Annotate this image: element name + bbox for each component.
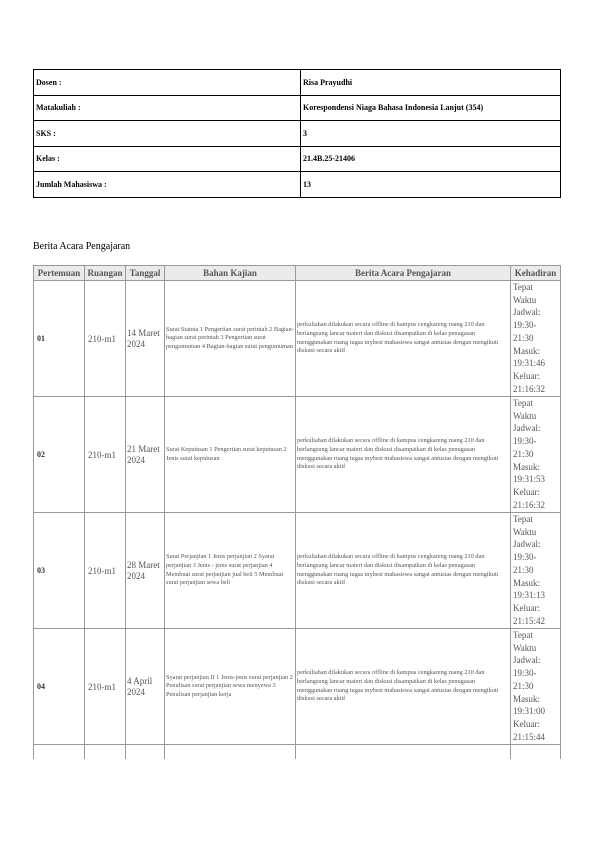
header-bahan-kajian: Bahan Kajian [165, 266, 296, 281]
kehadiran-line: 21:15:44 [513, 731, 546, 742]
kehadiran-line: Waktu [513, 294, 537, 305]
kehadiran-line: Tepat [513, 630, 533, 640]
kehadiran-line: Jadwal: [513, 423, 541, 434]
cell-berita-acara: perkuliahan dilakukan secara offline di kampus cengkareng ruang 210 dan berlangsung lancar materi dan diskusi disampaikan di kelas penugasan menggunakan ruang tugas mybest mahasiswa sangat antusias dengan mengikuti diskusi secara aktif [296, 281, 511, 397]
kehadiran-line: 19:31:13 [513, 590, 546, 601]
cell-ruangan: 210-m1 [85, 513, 126, 629]
cell-empty [511, 745, 561, 760]
cell-kehadiran [511, 397, 561, 513]
cell-tanggal: 4 April 2024 [126, 629, 165, 745]
cell-empty [126, 745, 165, 760]
course-info-table [33, 69, 561, 198]
kehadiran-line: 19:30- [513, 668, 537, 679]
info-value: Risa Prayudhi [301, 70, 561, 96]
cell-kehadiran [511, 281, 561, 397]
kehadiran-line: 21:30 [513, 680, 534, 691]
cell-empty [296, 745, 511, 760]
section-title: Berita Acara Pengajaran [33, 241, 131, 252]
cell-pertemuan: 03 [34, 513, 85, 629]
cell-bahan-kajian: Surat Perjanjian 1 Jenis perjanjian 2 Syarat perjanjian 3 Jenis - jenis surat perjanjian 4 Membuat surat perjanjian jual beli 5 Membuat surat perjanjian sewa beli [165, 513, 296, 629]
kehadiran-line: Keluar: [513, 370, 540, 381]
kehadiran-line: 19:31:53 [513, 474, 546, 485]
info-row-kelas [34, 146, 561, 172]
header-tanggal: Tanggal [126, 266, 165, 281]
cell-berita-acara: perkuliahan dilakukan secara offline di kampus cengkareng ruang 210 dan berlangsung lancar materi dan diskusi disampaikan di kelas penugasan menggunakan ruang tugas mybest mahasiswa sangat antusias dengan mengikuti diskusi secara aktif [296, 397, 511, 513]
table-row-continuation [34, 745, 561, 760]
kehadiran-line: Jadwal: [513, 655, 541, 666]
kehadiran-line: Jadwal: [513, 307, 541, 318]
cell-ruangan: 210-m1 [85, 397, 126, 513]
kehadiran-line: 21:16:32 [513, 383, 546, 394]
kehadiran-line: Tepat [513, 398, 533, 408]
kehadiran-line: Tepat [513, 514, 533, 524]
info-value: 13 [301, 172, 561, 198]
kehadiran-line: 19:30- [513, 320, 537, 331]
cell-kehadiran [511, 513, 561, 629]
table-row [34, 513, 561, 629]
kehadiran-line: Masuk: [513, 345, 540, 356]
kehadiran-line: 21:30 [513, 564, 534, 575]
kehadiran-line: Keluar: [513, 602, 540, 613]
header-pertemuan: Pertemuan [34, 266, 85, 281]
kehadiran-line: 21:16:32 [513, 499, 546, 510]
kehadiran-line: Masuk: [513, 461, 540, 472]
info-label: Matakuliah : [34, 95, 301, 121]
kehadiran-line: Waktu [513, 526, 537, 537]
cell-empty [85, 745, 126, 760]
info-value: 3 [301, 121, 561, 147]
info-row-jumlah-mahasiswa [34, 172, 561, 198]
kehadiran-line: Keluar: [513, 486, 540, 497]
table-row [34, 281, 561, 397]
table-row [34, 397, 561, 513]
cell-kehadiran [511, 629, 561, 745]
kehadiran-line: 21:30 [513, 332, 534, 343]
header-kehadiran: Kehadiran [511, 266, 561, 281]
kehadiran-line: 19:31:46 [513, 358, 546, 369]
kehadiran-line: Jadwal: [513, 539, 541, 550]
kehadiran-line: 19:30- [513, 552, 537, 563]
kehadiran-line: 19:31:00 [513, 706, 546, 717]
cell-bahan-kajian: Syarat perjanjian II 1 Jenis-jenis surat perjanjian 2 Penulisan surat perjanjian sewa menyewa 3 Penulisan perjanjian kerja [165, 629, 296, 745]
cell-empty [34, 745, 85, 760]
kehadiran-line: Keluar: [513, 718, 540, 729]
info-row-dosen [34, 70, 561, 96]
kehadiran-line: Masuk: [513, 577, 540, 588]
kehadiran-line: Tepat [513, 282, 533, 292]
info-value: 21.4B.25-21406 [301, 146, 561, 172]
cell-bahan-kajian: Surat Statuta 1 Pengertian surat perintah 2 Bagian-bagian surat perintah 3 Pengertian surat pengumuman 4 Bagian-bagian surat pengumuman [165, 281, 296, 397]
info-row-matakuliah [34, 95, 561, 121]
kehadiran-line: Waktu [513, 642, 537, 653]
cell-pertemuan: 02 [34, 397, 85, 513]
cell-berita-acara: perkuliahan dilakukan secara offline di kampus cengkareng ruang 210 dan berlangsung lancar materi dan diskusi disampaikan di kelas penugasan menggunakan ruang tugas mybest mahasiswa sangat antusias dengan mengikuti diskusi secara aktif [296, 513, 511, 629]
cell-tanggal: 14 Maret 2024 [126, 281, 165, 397]
table-row [34, 629, 561, 745]
cell-berita-acara: perkuliahan dilakukan secara offline di kampus cengkareng ruang 210 dan berlangsung lancar materi dan diskusi disampaikan di kelas penugasan menggunakan ruang tugas mybest mahasiswa sangat antusias dengan mengikuti diskusi secara aktif [296, 629, 511, 745]
kehadiran-line: Masuk: [513, 693, 540, 704]
cell-bahan-kajian: Surat Keputusan 1 Pengertian surat keputusan 2 Jenis surat keputusan [165, 397, 296, 513]
info-label: Dosen : [34, 70, 301, 96]
info-label: SKS : [34, 121, 301, 147]
header-ruangan: Ruangan [85, 266, 126, 281]
cell-pertemuan: 04 [34, 629, 85, 745]
kehadiran-line: 19:30- [513, 436, 537, 447]
info-row-sks [34, 121, 561, 147]
cell-ruangan: 210-m1 [85, 281, 126, 397]
kehadiran-line: 21:30 [513, 448, 534, 459]
header-berita-acara: Berita Acara Pengajaran [296, 266, 511, 281]
cell-tanggal: 28 Maret 2024 [126, 513, 165, 629]
info-label: Kelas : [34, 146, 301, 172]
table-header-row [34, 266, 561, 281]
info-value: Korespondensi Niaga Bahasa Indonesia Lanjut (354) [301, 95, 561, 121]
cell-empty [165, 745, 296, 760]
cell-tanggal: 21 Maret 2024 [126, 397, 165, 513]
kehadiran-line: 21:15:42 [513, 615, 546, 626]
info-label: Jumlah Mahasiswa : [34, 172, 301, 198]
cell-ruangan: 210-m1 [85, 629, 126, 745]
cell-pertemuan: 01 [34, 281, 85, 397]
kehadiran-line: Waktu [513, 410, 537, 421]
teaching-record-table [33, 265, 561, 759]
